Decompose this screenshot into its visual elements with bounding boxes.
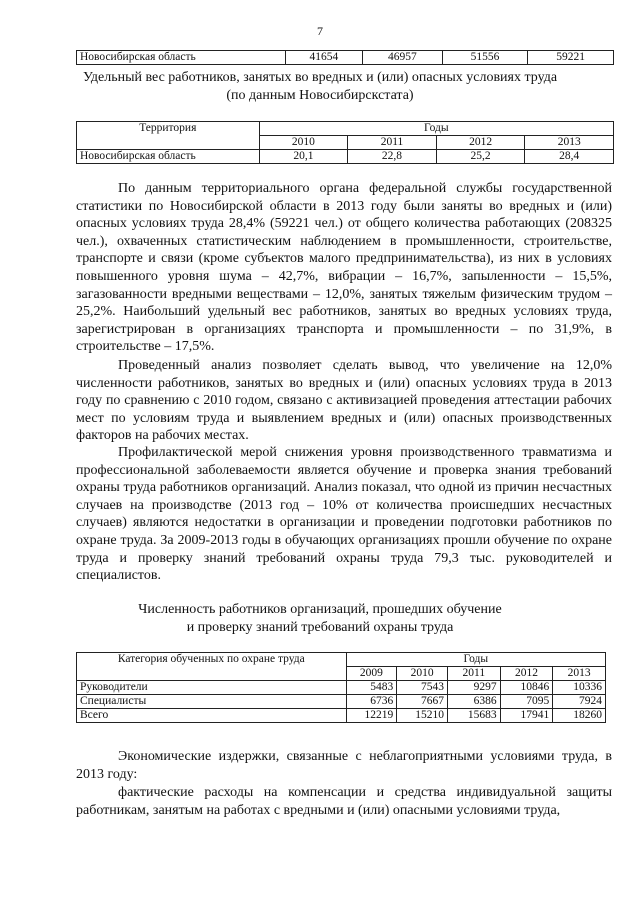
paragraph: По данным территориального органа федеральной службы государственной статистики по Новосибирской области в 2013 году были заняты во вредных и (или) опасных условиях труда 28,4% (59221 чел.) от общего количества работающих (208325 чел.), охваченных статистическим наблюдением в промышленности, строительстве, транспорте и связи (кроме субъектов малого предпринимательства), из них в условиях повышенного уровня шума – 42,7%, вибрации – 16,7%, запыленности – 15,5%, загазованности вредными веществами – 12,0%, занятых тяжелым физическим трудом – 25,2%. Наибольший удельный вес работников, занятых во вредных условиях труда, зарегистрирован в организациях транспорта и промышленности – по 31,9%, в строительстве – 17,5%. — [76, 181, 612, 355]
row-label: Специалисты — [77, 695, 347, 709]
cell: 18260 — [553, 709, 606, 723]
cell: 20,1 — [259, 150, 348, 164]
table1-title: Удельный вес работников, занятых во вредных и (или) опасных условиях труда — [82, 70, 558, 85]
cell: 6736 — [346, 695, 397, 709]
year-header: 2010 — [397, 667, 448, 681]
cell: 7924 — [553, 695, 606, 709]
cell: 10336 — [553, 681, 606, 695]
cell: 51556 — [442, 51, 528, 65]
cell: 59221 — [528, 51, 614, 65]
table-header-row — [77, 122, 614, 136]
paragraph: Экономические издержки, связанные с неблагоприятными условиями труда, в 2013 году: — [76, 749, 612, 782]
cell: 10846 — [500, 681, 553, 695]
cell: 15210 — [397, 709, 448, 723]
table-row — [77, 150, 614, 164]
cell: 7095 — [500, 695, 553, 709]
cell: 28,4 — [525, 150, 614, 164]
row-label: Новосибирская область — [77, 150, 260, 164]
year-header: 2011 — [447, 667, 500, 681]
row-label: Новосибирская область — [77, 51, 286, 65]
cell: 22,8 — [348, 150, 437, 164]
header-category: Категория обученных по охране труда — [77, 653, 347, 681]
year-header: 2010 — [259, 136, 348, 150]
hazard-share-table — [76, 121, 614, 164]
cell: 7543 — [397, 681, 448, 695]
cell: 7667 — [397, 695, 448, 709]
table-row — [77, 695, 606, 709]
continued-table — [76, 50, 614, 65]
year-header: 2012 — [500, 667, 553, 681]
row-label: Руководители — [77, 681, 347, 695]
cell: 46957 — [363, 51, 443, 65]
paragraph: Профилактической мерой снижения уровня производственного травматизма и профессиональной заболеваемости является обучение и проверка знания требований охраны труда работников организаций. Анализ показал, что одной из причин несчастных случаев на производстве (2013 год – 10% от количества происшедших несчастных случаев) являются недостатки в организации и проведении подготовки работников по охране труда. За 2009-2013 годы в обучающих организациях прошли обучение по охране труда и проверку знаний требований охраны труда 79,3 тыс. руководителей и специалистов. — [76, 445, 612, 584]
header-years: Годы — [346, 653, 605, 667]
cell: 17941 — [500, 709, 553, 723]
paragraph: фактические расходы на компенсации и средства индивидуальной защиты работникам, занятым на работах с вредными и (или) опасными условиями труда, — [76, 785, 612, 818]
cell: 5483 — [346, 681, 397, 695]
year-header: 2013 — [553, 667, 606, 681]
year-header: 2009 — [346, 667, 397, 681]
table1-subtitle: (по данным Новосибирскстата) — [226, 88, 414, 103]
cell: 25,2 — [436, 150, 525, 164]
cell: 6386 — [447, 695, 500, 709]
table-row — [77, 681, 606, 695]
year-header: 2011 — [348, 136, 437, 150]
table2-subtitle: и проверку знаний требований охраны труда — [186, 620, 454, 635]
table-row — [77, 51, 614, 65]
paragraph: Проведенный анализ позволяет сделать вывод, что увеличение на 12,0% численности работников, занятых во вредных и (или) опасных условиях труда в 2013 году по сравнению с 2010 годом, связано с активизацией проведения аттестации рабочих мест по условиям труда и выявлением вредных и (или) опасных производственных факторов на рабочих местах. — [76, 358, 612, 444]
header-years: Годы — [259, 122, 613, 136]
cell: 12219 — [346, 709, 397, 723]
cell: 9297 — [447, 681, 500, 695]
cell: 15683 — [447, 709, 500, 723]
training-table — [76, 652, 606, 723]
cell: 41654 — [285, 51, 363, 65]
table2-title: Численность работников организаций, прошедших обучение — [138, 602, 502, 617]
header-territory: Территория — [77, 122, 260, 150]
page-number: 7 — [317, 24, 323, 38]
year-header: 2012 — [436, 136, 525, 150]
table-row — [77, 709, 606, 723]
year-header: 2013 — [525, 136, 614, 150]
row-label: Всего — [77, 709, 347, 723]
table-header-row — [77, 653, 606, 667]
